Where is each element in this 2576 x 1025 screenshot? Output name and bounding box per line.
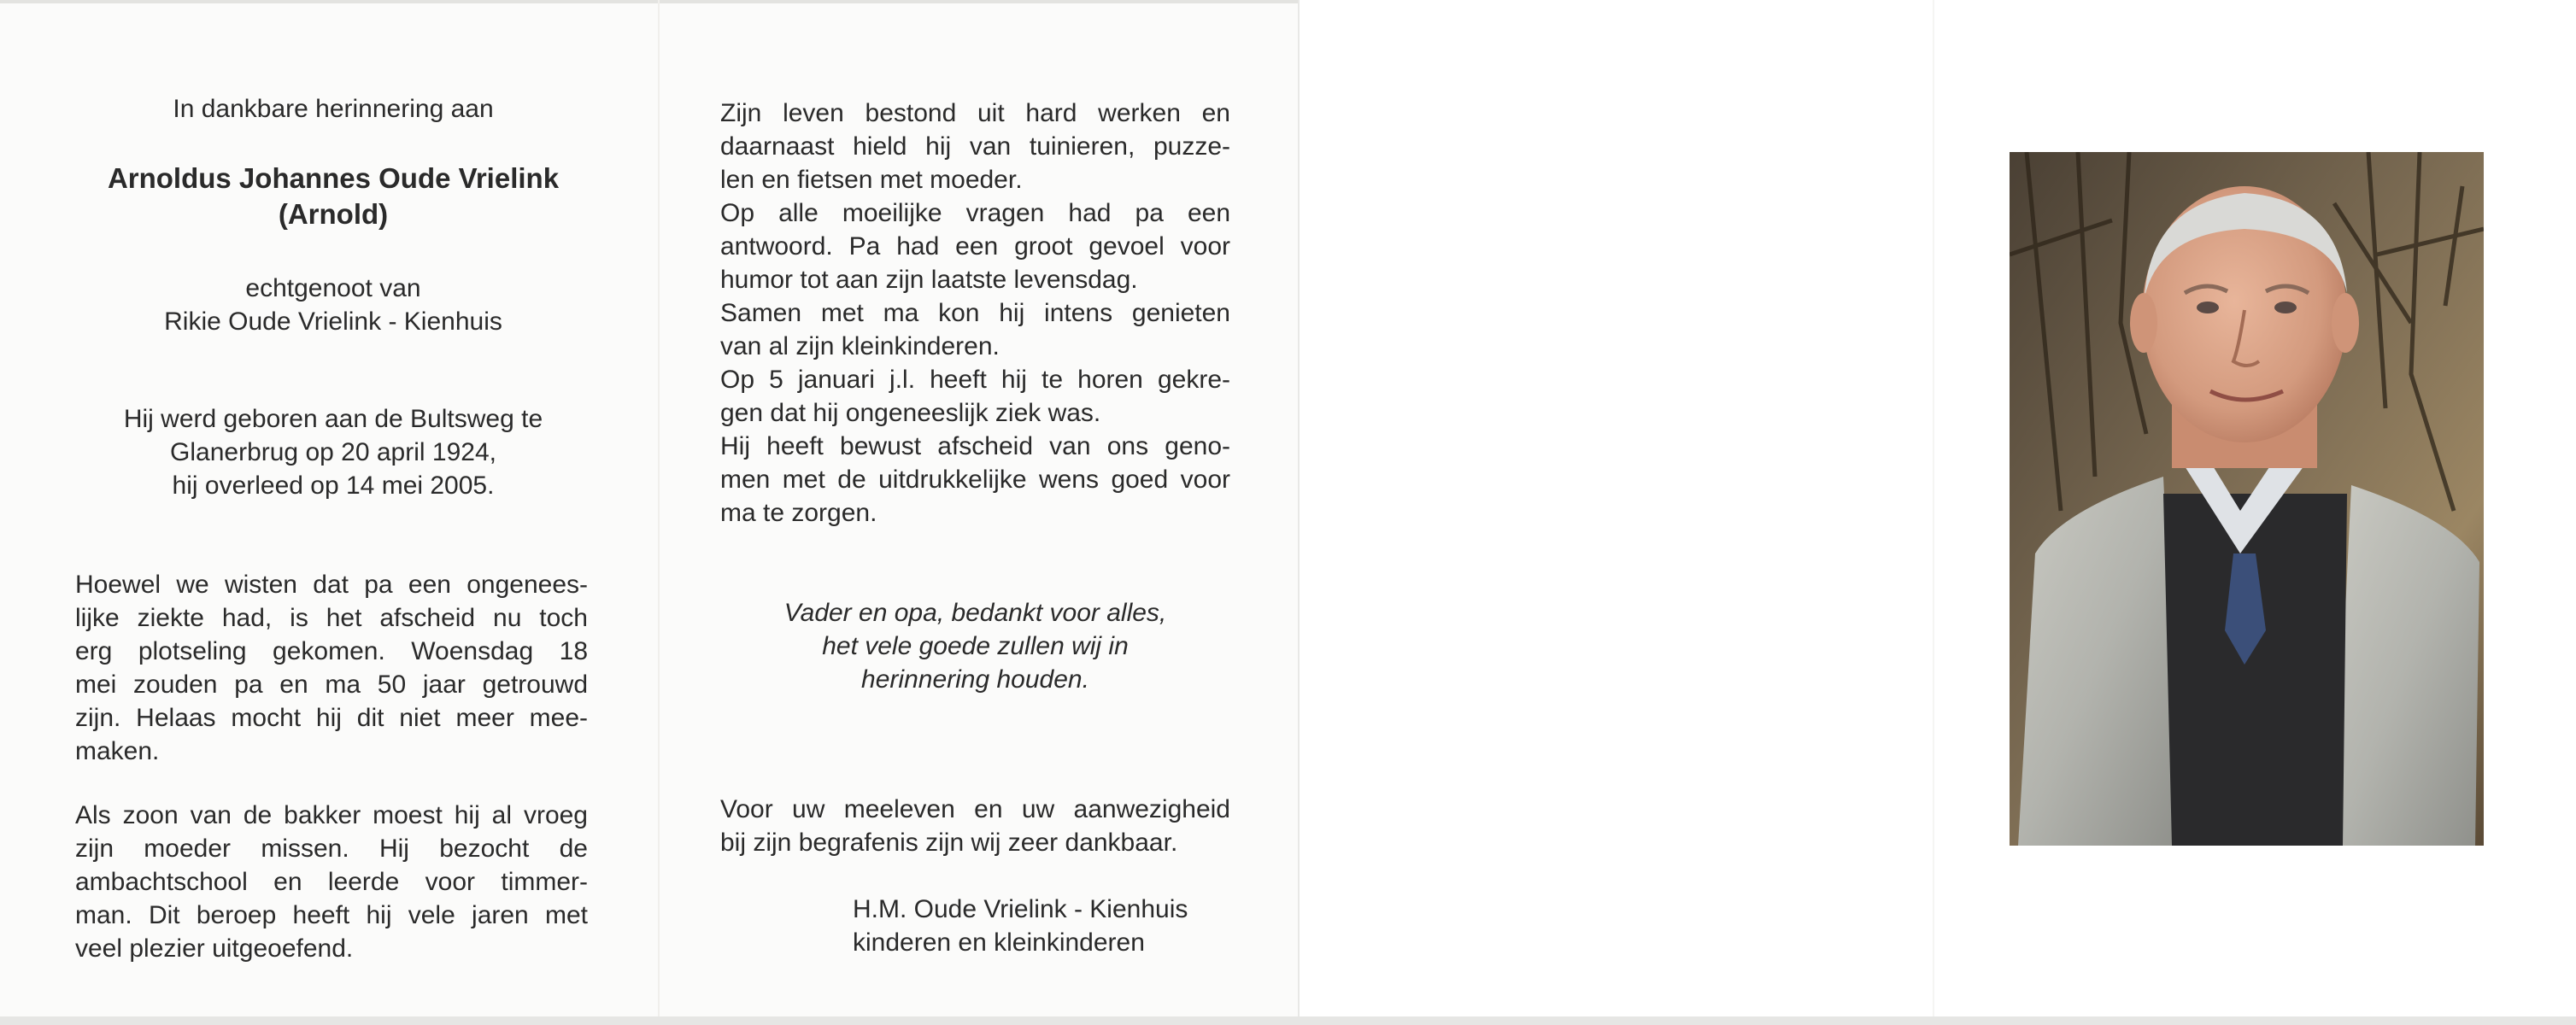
birth-death-block	[77, 402, 590, 502]
text-line: Op alle moeilijke vragen had pa een	[720, 199, 1230, 227]
text-line: gen dat hij ongeneeslijk ziek was.	[720, 399, 1101, 427]
signature-line: H.M. Oude Vrielink - Kienhuis	[853, 895, 1188, 923]
fold-line	[658, 0, 660, 1025]
text-line: mei zouden pa en ma 50 jaar getrouwd	[75, 671, 588, 699]
text-line: Hoewel we wisten dat pa een ongenees-	[75, 571, 588, 599]
text-line: humor tot aan zijn laatste levensdag.	[720, 266, 1138, 294]
signature-line: kinderen en kleinkinderen	[853, 928, 1145, 957]
scan-bottom-edge	[0, 1016, 2576, 1025]
text-line: daarnaast hield hij van tuinieren, puzze-	[720, 132, 1230, 161]
text-line: maken.	[75, 737, 160, 765]
spouse-label: echtgenoot van	[245, 274, 421, 302]
text-line: Hij heeft bewust afscheid van ons geno-	[720, 432, 1230, 460]
signature-block	[853, 893, 1229, 959]
birth-line: Glanerbrug op 20 april 1924,	[170, 438, 496, 466]
text-line: antwoord. Pa had een groot gevoel voor	[720, 232, 1230, 261]
nickname: (Arnold)	[278, 198, 389, 230]
paragraph-illness	[75, 568, 588, 768]
text-line: Voor uw meeleven en uw aanwezigheid	[720, 795, 1230, 823]
text-line: ambachtschool en leerde voor timmer-	[75, 868, 588, 896]
paragraph-youth	[75, 799, 588, 965]
text-line: Samen met ma kon hij intens genieten	[720, 299, 1230, 327]
text-line: veel plezier uitgeoefend.	[75, 934, 354, 963]
intro-text: In dankbare herinnering aan	[173, 95, 494, 123]
thanks-text	[720, 793, 1230, 859]
deceased-name	[77, 161, 590, 232]
text-line: man. Dit beroep heeft hij vele jaren met	[75, 901, 588, 929]
portrait-illustration	[2010, 152, 2484, 846]
fold-line	[1933, 0, 1934, 1025]
card-divider	[1298, 0, 1300, 1025]
text-line: zijn. Helaas mocht hij dit niet meer mee-	[75, 704, 588, 732]
text-line: zijn moeder missen. Hij bezocht de	[75, 835, 588, 863]
text-line: len en fietsen met moeder.	[720, 166, 1023, 194]
text-line: ma te zorgen.	[720, 499, 877, 527]
death-line: hij overleed op 14 mei 2005.	[172, 472, 495, 500]
text-line: bij zijn begrafenis zijn wij zeer dankbaar.	[720, 829, 1178, 857]
portrait-photo	[2010, 152, 2484, 846]
text-line: Als zoon van de bakker moest hij al vroeg	[75, 801, 588, 829]
quote-line: Vader en opa, bedankt voor alles,	[783, 599, 1167, 627]
quote-line: het vele goede zullen wij in	[822, 632, 1129, 660]
text-line: erg plotseling gekomen. Woensdag 18	[75, 637, 588, 665]
text-line: lijke ziekte had, is het afscheid nu toch	[75, 604, 588, 632]
birth-line: Hij werd geboren aan de Bultsweg te	[123, 405, 543, 433]
full-name: Arnoldus Johannes Oude Vrielink	[107, 162, 560, 194]
spouse-name: Rikie Oude Vrielink - Kienhuis	[164, 308, 502, 336]
spouse-block	[77, 272, 590, 338]
text-line: men met de uitdrukkelijke wens goed voor	[720, 466, 1230, 494]
text-line: Op 5 januari j.l. heeft hij te horen gekre-	[720, 366, 1230, 394]
text-line: Zijn leven bestond uit hard werken en	[720, 99, 1230, 127]
text-line: van al zijn kleinkinderen.	[720, 332, 1000, 360]
paragraph-life	[720, 97, 1230, 530]
memorial-quote	[720, 596, 1230, 696]
quote-line: herinnering houden.	[861, 665, 1089, 694]
card-top-edge	[0, 0, 1299, 3]
